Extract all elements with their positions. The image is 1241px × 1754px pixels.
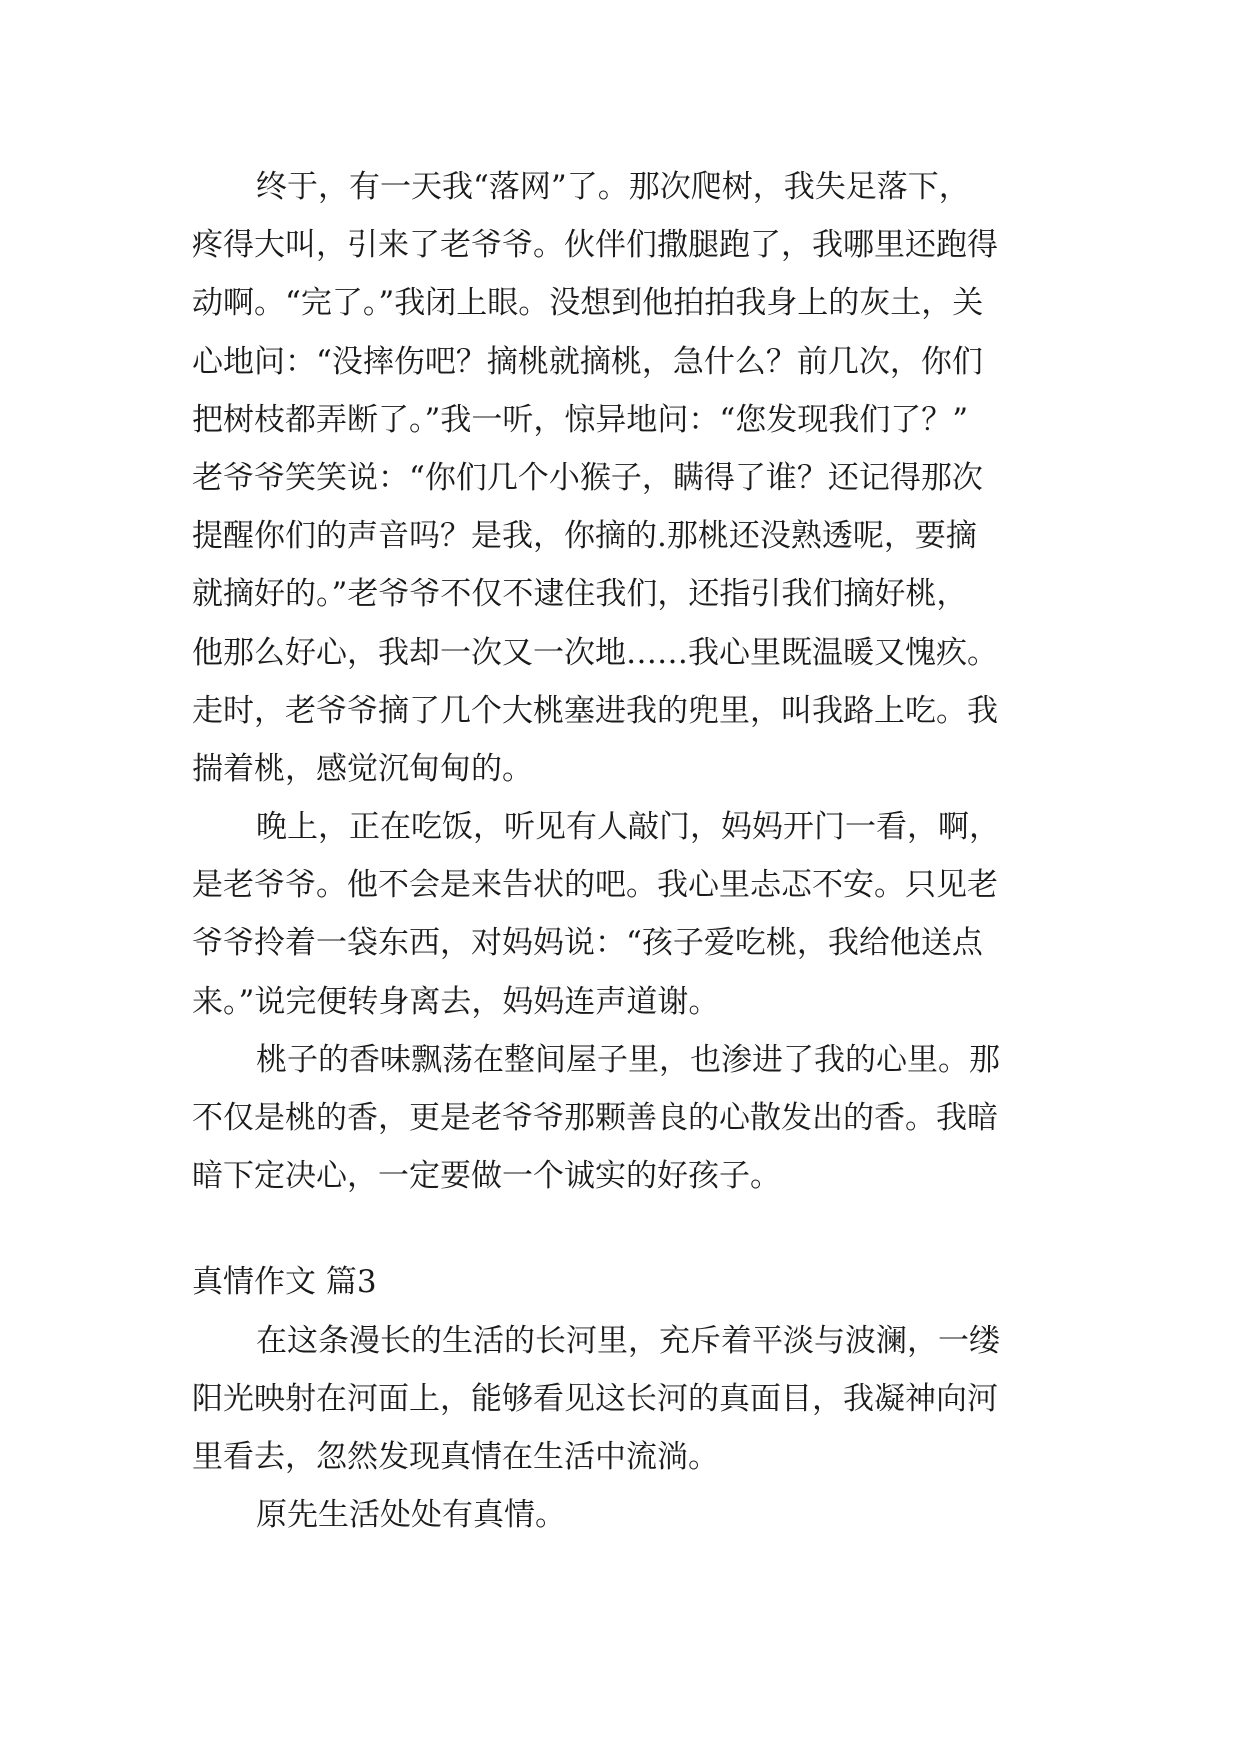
paragraph-line: 心地问：“没摔伤吧？摘桃就摘桃，急什么？前几次，你们 xyxy=(192,343,983,380)
paragraph-line: 动啊。“完了。”我闭上眼。没想到他拍拍我身上的灰土，关 xyxy=(192,285,984,322)
paragraph-line: 阳光映射在河面上，能够看见这长河的真面目，我凝神向河 xyxy=(192,1380,998,1417)
paragraph-line: 晚上，正在吃饭，听见有人敲门，妈妈开门一看，啊， xyxy=(256,809,1000,846)
document-page xyxy=(192,158,1072,1544)
paragraph-line: 提醒你们的声音吗？是我，你摘的.那桃还没熟透呢，要摘 xyxy=(192,518,977,555)
paragraph-line: 他那么好心，我却一次又一次地……我心里既温暖又愧疚。 xyxy=(192,634,998,671)
paragraph-line: 暗下定决心，一定要做一个诚实的好孩子。 xyxy=(192,1158,781,1195)
paragraph-line: 终于，有一天我“落网”了。那次爬树，我失足落下， xyxy=(256,169,970,205)
paragraph-line: 是老爷爷。他不会是来告状的吧。我心里忐忑不安。只见老 xyxy=(192,867,998,904)
paragraph-line: 不仅是桃的香，更是老爷爷那颗善良的心散发出的香。我暗 xyxy=(192,1100,998,1136)
paragraph-line: 走时，老爷爷摘了几个大桃塞进我的兜里，叫我路上吃。我 xyxy=(192,692,998,729)
paragraph-line: 疼得大叫，引来了老爷爷。伙伴们撒腿跑了，我哪里还跑得 xyxy=(192,227,998,264)
section-spacer xyxy=(192,1205,1072,1253)
paragraph-line: 里看去，忽然发现真情在生活中流淌。 xyxy=(192,1438,719,1475)
paragraph-line: 老爷爷笑笑说：“你们几个小猴子，瞒得了谁？还记得那次 xyxy=(192,459,983,496)
paragraph-2 xyxy=(192,798,1072,1031)
paragraph-4 xyxy=(192,1312,1072,1487)
paragraph-5 xyxy=(192,1486,1072,1544)
paragraph-line: 爷爷拎着一袋东西，对妈妈说：“孩子爱吃桃，我给他送点 xyxy=(192,925,983,962)
paragraph-1 xyxy=(192,158,1072,798)
paragraph-line: 把树枝都弄断了。”我一听，惊异地问：“您发现我们了？” xyxy=(192,401,969,438)
paragraph-line: 揣着桃，感觉沉甸甸的。 xyxy=(192,750,533,787)
paragraph-line: 在这条漫长的生活的长河里，充斥着平淡与波澜，一缕 xyxy=(256,1322,1000,1359)
paragraph-line: 就摘好的。”老爷爷不仅不逮住我们，还指引我们摘好桃， xyxy=(192,576,968,613)
paragraph-line: 来。”说完便转身离去，妈妈连声道谢。 xyxy=(192,983,720,1020)
paragraph-line: 桃子的香味飘荡在整间屋子里，也渗进了我的心里。那 xyxy=(256,1041,1000,1078)
section-heading: 真情作文 篇3 xyxy=(192,1264,377,1301)
paragraph-3 xyxy=(192,1031,1072,1206)
paragraph-line: 原先生活处处有真情。 xyxy=(256,1497,566,1534)
